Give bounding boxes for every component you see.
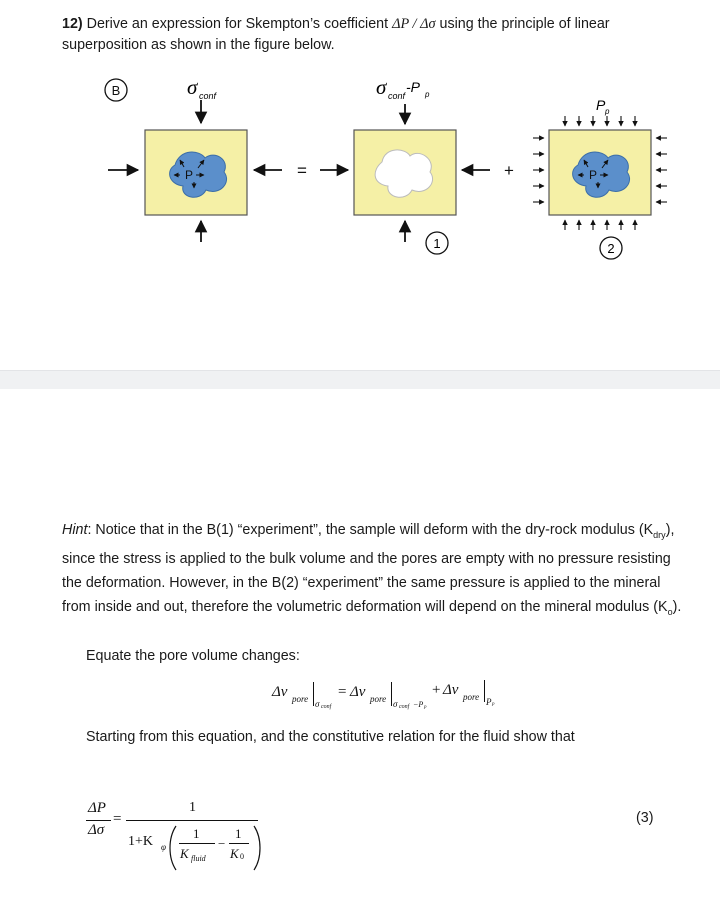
eq1-dv2: Δv <box>350 684 366 700</box>
eq2-phi: φ <box>161 842 166 852</box>
sigma-label-1: σ <box>187 75 198 99</box>
panel-label: B <box>111 83 121 98</box>
small-arrows-bottom <box>565 220 635 230</box>
hint-label: Hint <box>62 522 88 538</box>
eq2-inner-one-1: 1 <box>193 826 200 841</box>
question-number: 12) <box>62 16 83 32</box>
case-1-label: 1 <box>433 236 441 251</box>
pore-pressure-label-3: P <box>589 168 598 182</box>
eq2-numerator: 1 <box>189 800 196 815</box>
small-arrows-right <box>656 138 667 202</box>
eq1-minus-p: −P <box>413 700 424 709</box>
minus-p-label: -P <box>406 79 420 95</box>
skempton-equation <box>86 796 286 876</box>
question-text-part: using the principle of linear superposition as shown in the figure below. <box>62 16 610 53</box>
pore-pressure-label-1: P <box>185 168 194 182</box>
superposition-figure <box>0 70 720 370</box>
eq2-fluid-sub: fluid <box>191 854 206 863</box>
question-text <box>62 14 692 56</box>
page-1 <box>0 0 720 370</box>
eq2-lhs-den: Δσ <box>88 822 105 838</box>
starting-text: Starting from this equation, and the constitutive relation for the fluid show that <box>86 729 575 745</box>
eq1-equals: = <box>338 684 347 700</box>
eq1-p-sub: p <box>492 702 495 707</box>
hint-text: ). <box>672 599 682 616</box>
eq1-conf2: conf <box>399 704 410 710</box>
eq2-minus: − <box>218 836 226 851</box>
eq2-one-plus-k: 1+K <box>128 834 154 849</box>
sigma-sub-1: conf <box>199 91 217 101</box>
eq1-pore1: pore <box>292 694 309 704</box>
hint-paragraph <box>62 518 692 625</box>
eq1-dv1: Δv <box>272 684 288 700</box>
eq1-pore2: pore <box>370 694 387 704</box>
eq1-plus: + <box>432 682 441 698</box>
equate-text: Equate the pore volume changes: <box>86 648 300 664</box>
small-arrows-left <box>533 138 544 202</box>
equation-number: (3) <box>636 810 654 826</box>
sigma-label-2: σ <box>376 75 387 99</box>
eq2-lhs-num: ΔP <box>88 800 106 816</box>
eq1-bar1 <box>313 682 314 706</box>
eq1-minus-p-sub: p <box>424 705 427 710</box>
eq2-k0: K <box>230 846 239 861</box>
eq1-conf1: conf <box>321 704 332 710</box>
sigma-sub-2: conf <box>388 91 406 101</box>
question-text-part: Derive an expression for Skempton’s coefficient <box>82 16 393 32</box>
minus-p-sub: p <box>425 90 430 99</box>
eq2-inner-one-2: 1 <box>235 826 242 841</box>
pp-sub: p <box>605 107 610 116</box>
kdry-sub: dry <box>653 529 666 540</box>
eq2-inner-bar-2 <box>229 843 249 844</box>
eq2-lhs-bar <box>86 820 111 821</box>
eq1-sigma2: σ <box>393 699 398 709</box>
eq2-k-fluid: K <box>180 846 189 861</box>
hint-text: ), since the stress is applied to the bulk volume and the pores are empty with no pressure resisting the deformation. However, in the B(2) “experiment” the same pressure is applied to the mineral from inside and out, therefore the volumetric deformation will depend on the mineral modulus (K <box>62 522 675 616</box>
skempton-symbol: ΔP / Δσ <box>392 16 436 32</box>
eq1-bar2 <box>391 682 392 706</box>
small-arrows-top <box>565 116 635 126</box>
eq1-pore3: pore <box>463 692 480 702</box>
eq2-k0-sub: 0 <box>240 852 244 861</box>
pore-volume-equation <box>272 680 532 720</box>
page-break <box>0 370 720 390</box>
eq1-bar3 <box>484 680 485 702</box>
eq2-equals: = <box>113 811 122 827</box>
eq2-inner-bar-1 <box>179 843 215 844</box>
equals-sign: = <box>297 161 307 180</box>
eq1-p: P <box>486 697 492 707</box>
pp-label: P <box>596 97 606 113</box>
eq1-sigma1: σ <box>315 699 320 709</box>
plus-sign: + <box>504 161 514 180</box>
case-2-label: 2 <box>607 241 615 256</box>
eq1-dv3: Δv <box>443 682 459 698</box>
hint-text: : Notice that in the B(1) “experiment”, the sample will deform with the dry-rock modulus (K <box>87 522 654 538</box>
ko-sub: o <box>667 607 673 618</box>
